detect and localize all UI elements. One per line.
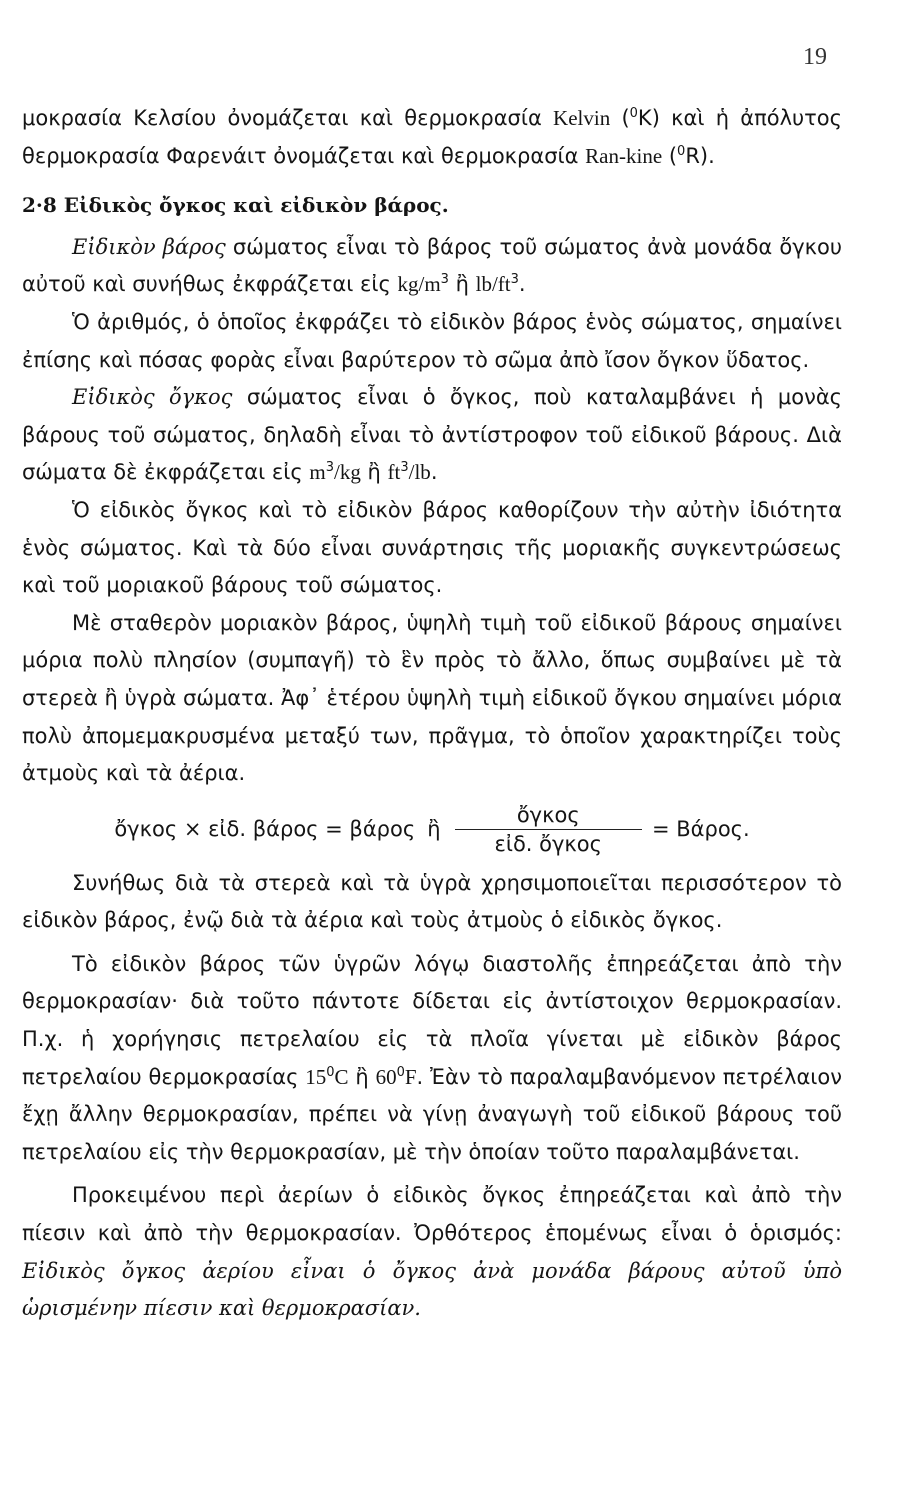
text-run: ). bbox=[699, 143, 715, 168]
text-run: ἢ bbox=[348, 1064, 376, 1089]
page-body bbox=[22, 100, 842, 1328]
paragraph-same-property: Ὁ εἰδικὸς ὄγκος καὶ τὸ εἰδικὸν βάρος καθορίζουν τὴν αὐτὴν ἰδιότητα ἑνὸς σώματος. Καὶ τὰ δύο εἶναι συνάρτησις τῆς μοριακῆς συγκεντρώσεως καὶ τοῦ μοριακοῦ βάρους τοῦ σώματος. bbox=[22, 497, 842, 598]
text-run: Τὸ εἰδικὸν βάρος τῶν ὑγρῶν λόγῳ διαστολῆς ἐπηρεάζεται ἀπὸ τὴν θερμοκρασίαν· διὰ τοῦτο πάντοτε δίδεται εἰς ἀντίστοιχον θερμοκρασίαν. Π.χ. ἡ χορήγησις πετρελαίου εἰς τὰ πλοῖα γίνεται μὲ εἰδικὸν βάρος πετρελαίου θερμοκρασίας bbox=[22, 951, 842, 1089]
text-run: ἢ bbox=[360, 460, 388, 485]
page-number: 19 bbox=[803, 44, 827, 70]
value-60: 60 bbox=[375, 1064, 397, 1089]
degree-superscript: 0 bbox=[396, 1064, 405, 1080]
text-run: . bbox=[518, 272, 526, 297]
unit-f: F bbox=[404, 1064, 417, 1089]
formula-lhs: ὄγκος × εἰδ. βάρος = βάρος bbox=[114, 816, 416, 841]
gas-definition: Εἰδικὸς ὄγκος ἀερίου εἶναι ὁ ὄγκος ἀνὰ μονάδα βάρους αὐτοῦ ὑπὸ ὡρισμένην πίεσιν καὶ θερμοκρασίαν. bbox=[22, 1258, 842, 1321]
exponent: 3 bbox=[400, 460, 409, 476]
unit-per-lb: /lb bbox=[408, 460, 431, 485]
degree-superscript: 0 bbox=[629, 106, 638, 121]
unit-c: C bbox=[334, 1064, 349, 1089]
paragraph-gases bbox=[22, 1177, 842, 1327]
unit-k: Κ bbox=[637, 106, 652, 130]
text-run: ( bbox=[610, 106, 630, 130]
paragraph-liquids-temperature bbox=[22, 946, 842, 1172]
term-specific-volume: Εἰδικὸς ὄγκος bbox=[72, 385, 233, 410]
text-run: Προκειμένου περὶ ἀερίων ὁ εἰδικὸς ὄγκος ἐπηρεάζεται καὶ ἀπὸ τὴν πίεσιν καὶ ἀπὸ τὴν θερμοκρασίαν. Ὀρθότερος ἑπομένως εἶναι ὁ ὁρισμός: bbox=[22, 1183, 842, 1246]
unit-ft3: ft bbox=[387, 460, 401, 485]
unit-r: R bbox=[685, 143, 700, 168]
term-specific-weight: Εἰδικὸν βάρος bbox=[72, 234, 226, 259]
formula-denominator: εἰδ. ὄγκος bbox=[455, 829, 642, 858]
text-run: ( bbox=[662, 143, 678, 168]
formula-rhs: = Βάρος. bbox=[651, 816, 750, 841]
text-run: . Ἐὰν τὸ παραλαμβανόμενον πετρέλαιον ἔχῃ ἄλλην θερμοκρασίαν, πρέπει νὰ γίνῃ ἀναγωγὴ τοῦ εἰδικοῦ βάρους τοῦ πετρελαίου εἰς τὴν θερμοκρασίαν, μὲ τὴν ὁποίαν τοῦτο παραλαμβάνεται. bbox=[22, 1064, 842, 1164]
term-kelvin: Kelvin bbox=[553, 106, 611, 130]
paragraph-number-meaning: Ὁ ἀριθμός, ὁ ὁποῖος ἐκφράζει τὸ εἰδικὸν βάρος ἑνὸς σώματος, σημαίνει ἐπίσης καὶ πόσας φορὰς εἶναι βαρύτερον τὸ σῶμα ἀπὸ ἴσον ὄγκον ὕδατος. bbox=[22, 309, 842, 372]
exponent: 3 bbox=[510, 272, 519, 288]
text-run: σώματος εἶναι τὸ βάρος τοῦ σώματος ἀνὰ μονάδα ὄγκου αὐτοῦ καὶ συνήθως ἐκφράζεται εἰς bbox=[22, 234, 843, 297]
degree-superscript: 0 bbox=[326, 1064, 335, 1080]
section-heading: 2·8 Εἰδικὸς ὄγκος καὶ εἰδικὸν βάρος. bbox=[22, 193, 449, 218]
value-15: 15 bbox=[305, 1064, 327, 1089]
degree-superscript: 0 bbox=[677, 143, 686, 159]
exponent: 3 bbox=[440, 272, 449, 288]
text-run: . bbox=[430, 460, 438, 485]
unit-m3: m bbox=[309, 460, 326, 485]
paragraph-specific-volume-definition bbox=[22, 379, 842, 492]
term-rankine: Ran-kine bbox=[585, 143, 663, 168]
paragraph-usage: Συνήθως διὰ τὰ στερεὰ καὶ τὰ ὑγρὰ χρησιμοποιεῖται περισσότερον τὸ εἰδικὸν βάρος, ἐνῷ διὰ τὰ ἀέρια καὶ τοὺς ἀτμοὺς ὁ εἰδικὸς ὄγκος. bbox=[22, 870, 842, 933]
text-run: ἢ bbox=[448, 272, 476, 297]
paragraph-specific-weight-definition bbox=[22, 229, 842, 304]
text-run: μοκρασία Κελσίου ὀνομάζεται καὶ θερμοκρασία bbox=[22, 106, 554, 130]
text-run: σώματος εἶναι ὁ ὄγκος, ποὺ καταλαμβάνει ἡ μονὰς βάρους τοῦ σώματος, δηλαδὴ εἶναι τὸ ἀντίστροφον τοῦ εἰδικοῦ βάρους. Διὰ σώματα δὲ ἐκφράζεται εἰς bbox=[22, 385, 842, 485]
paragraph-temperature-scales bbox=[22, 100, 842, 175]
unit-kg-m3: kg/m bbox=[397, 272, 441, 297]
formula-or: ἢ bbox=[427, 816, 441, 841]
paragraph-molecular: Μὲ σταθερὸν μοριακὸν βάρος, ὑψηλὴ τιμὴ τοῦ εἰδικοῦ βάρους σημαίνει μόρια πολὺ πλησίον (συμπαγῆ) τὸ ἓν πρὸς τὸ ἄλλο, ὅπως συμβαίνει μὲ τὰ στερεὰ ἢ ὑγρὰ σώματα. Ἀφ᾽ ἑτέρου ὑψηλὴ τιμὴ εἰδικοῦ ὄγκου σημαίνει μόρια πολὺ ἀπομεμακρυσμένα μεταξύ των, πρᾶγμα, τὸ ὁποῖον χαρακτηρίζει τοὺς ἀτμοὺς καὶ τὰ ἀέρια. bbox=[22, 610, 842, 786]
unit-lb-ft3: lb/ft bbox=[475, 272, 511, 297]
formula-fraction bbox=[455, 801, 642, 858]
formula bbox=[22, 797, 842, 863]
text-run: ) καὶ ἡ ἀπόλυτος θερμοκρασία Φαρενάιτ ὀνομάζεται καὶ θερμοκρασία bbox=[22, 106, 842, 168]
exponent: 3 bbox=[325, 460, 335, 476]
unit-per-kg: /kg bbox=[334, 460, 361, 485]
formula-numerator: ὄγκος bbox=[516, 803, 580, 828]
